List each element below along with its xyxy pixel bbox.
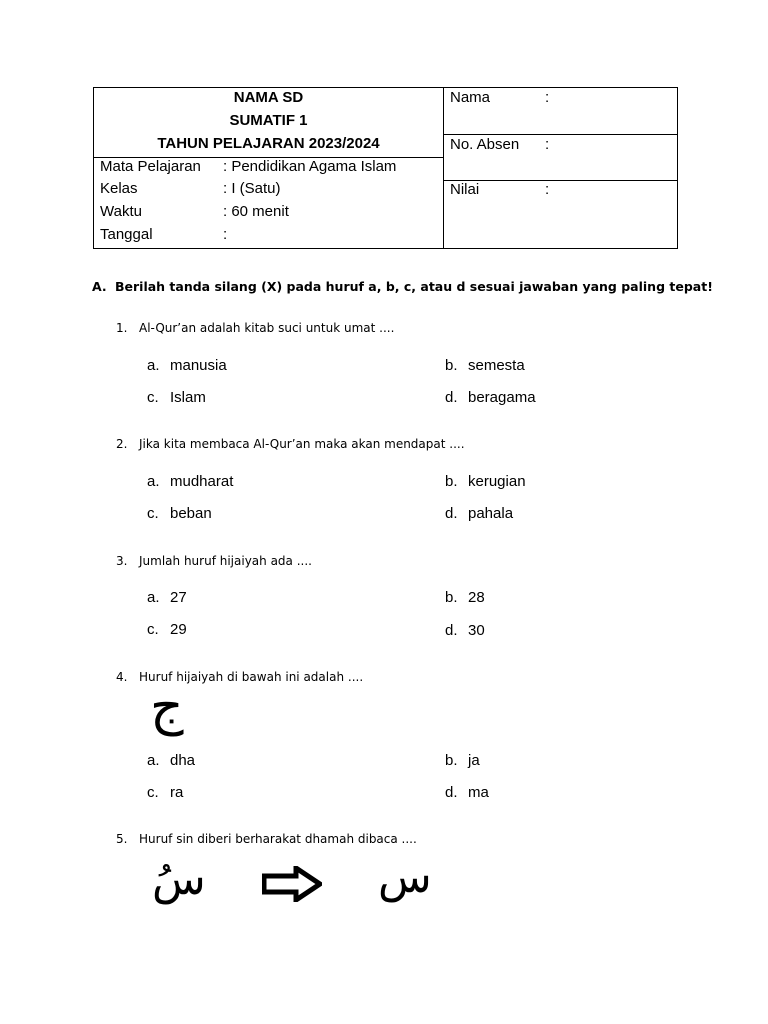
academic-year: TAHUN PELAJARAN 2023/2024 <box>157 135 380 152</box>
question-number: 4. <box>116 670 128 684</box>
question-text: Al-Qur’an adalah kitab suci untuk umat .... <box>139 321 395 335</box>
info-label: Kelas <box>100 180 138 197</box>
field-label: No. Absen <box>450 136 520 153</box>
option-text: dha <box>170 752 196 769</box>
info-value: : 60 menit <box>223 203 289 220</box>
option-letter: c. <box>147 505 159 522</box>
question-number: 2. <box>116 437 128 451</box>
field-colon: : <box>545 89 550 106</box>
info-value: : <box>223 226 228 243</box>
option-letter: c. <box>147 784 159 801</box>
question-number: 5. <box>116 832 128 846</box>
question-number: 1. <box>116 321 128 335</box>
right-arrow-icon <box>262 866 322 902</box>
instruction-text: Berilah tanda silang (X) pada huruf a, b, c, atau d sesuai jawaban yang paling tepat! <box>115 279 713 294</box>
option-text: pahala <box>468 505 514 522</box>
info-label: Tanggal <box>100 226 153 243</box>
info-value: : I (Satu) <box>223 180 281 197</box>
option-letter: a. <box>147 752 160 769</box>
exam-title: SUMATIF 1 <box>229 112 308 129</box>
question-text: Jika kita membaca Al-Qur’an maka akan mendapat .... <box>139 437 465 451</box>
option-text: ja <box>468 752 480 769</box>
info-value: : Pendidikan Agama Islam <box>223 158 397 175</box>
option-letter: c. <box>147 621 159 638</box>
question-text: Jumlah huruf hijaiyah ada .... <box>139 554 312 568</box>
option-text: beban <box>170 505 212 522</box>
hijaiyah-letter-sin-dhamah: سُ <box>152 854 206 905</box>
option-letter: a. <box>147 473 160 490</box>
hijaiyah-letter-sin: س <box>378 852 432 903</box>
option-letter: d. <box>445 505 458 522</box>
section-letter: A. <box>92 279 107 294</box>
option-letter: a. <box>147 357 160 374</box>
option-text: beragama <box>468 389 536 406</box>
exam-info-panel <box>94 88 444 248</box>
option-text: Islam <box>170 389 206 406</box>
option-letter: d. <box>445 784 458 801</box>
option-text: mudharat <box>170 473 234 490</box>
option-text: 27 <box>170 589 187 606</box>
option-text: 30 <box>468 622 485 639</box>
field-colon: : <box>545 136 550 153</box>
option-letter: d. <box>445 622 458 639</box>
exam-header-table <box>93 87 678 249</box>
option-text: 28 <box>468 589 485 606</box>
row-divider <box>443 134 677 135</box>
option-text: manusia <box>170 357 227 374</box>
student-info-panel <box>443 88 677 248</box>
school-name: NAMA SD <box>233 89 304 106</box>
option-letter: b. <box>445 752 458 769</box>
option-letter: d. <box>445 389 458 406</box>
option-letter: c. <box>147 389 159 406</box>
option-letter: a. <box>147 589 160 606</box>
option-text: kerugian <box>468 473 526 490</box>
question-text: Huruf sin diberi berharakat dhamah dibaca .... <box>139 832 417 846</box>
option-text: 29 <box>170 621 187 638</box>
hijaiyah-letter-jim: ج <box>150 677 184 737</box>
field-label: Nilai <box>450 181 480 198</box>
option-text: ra <box>170 784 184 801</box>
option-letter: b. <box>445 473 458 490</box>
field-label: Nama <box>450 89 491 106</box>
option-text: ma <box>468 784 489 801</box>
info-label: Waktu <box>100 203 142 220</box>
option-letter: b. <box>445 589 458 606</box>
field-colon: : <box>545 181 550 198</box>
info-label: Mata Pelajaran <box>100 158 201 175</box>
option-text: semesta <box>468 357 525 374</box>
option-letter: b. <box>445 357 458 374</box>
question-text: Huruf hijaiyah di bawah ini adalah .... <box>139 670 364 684</box>
question-number: 3. <box>116 554 128 568</box>
